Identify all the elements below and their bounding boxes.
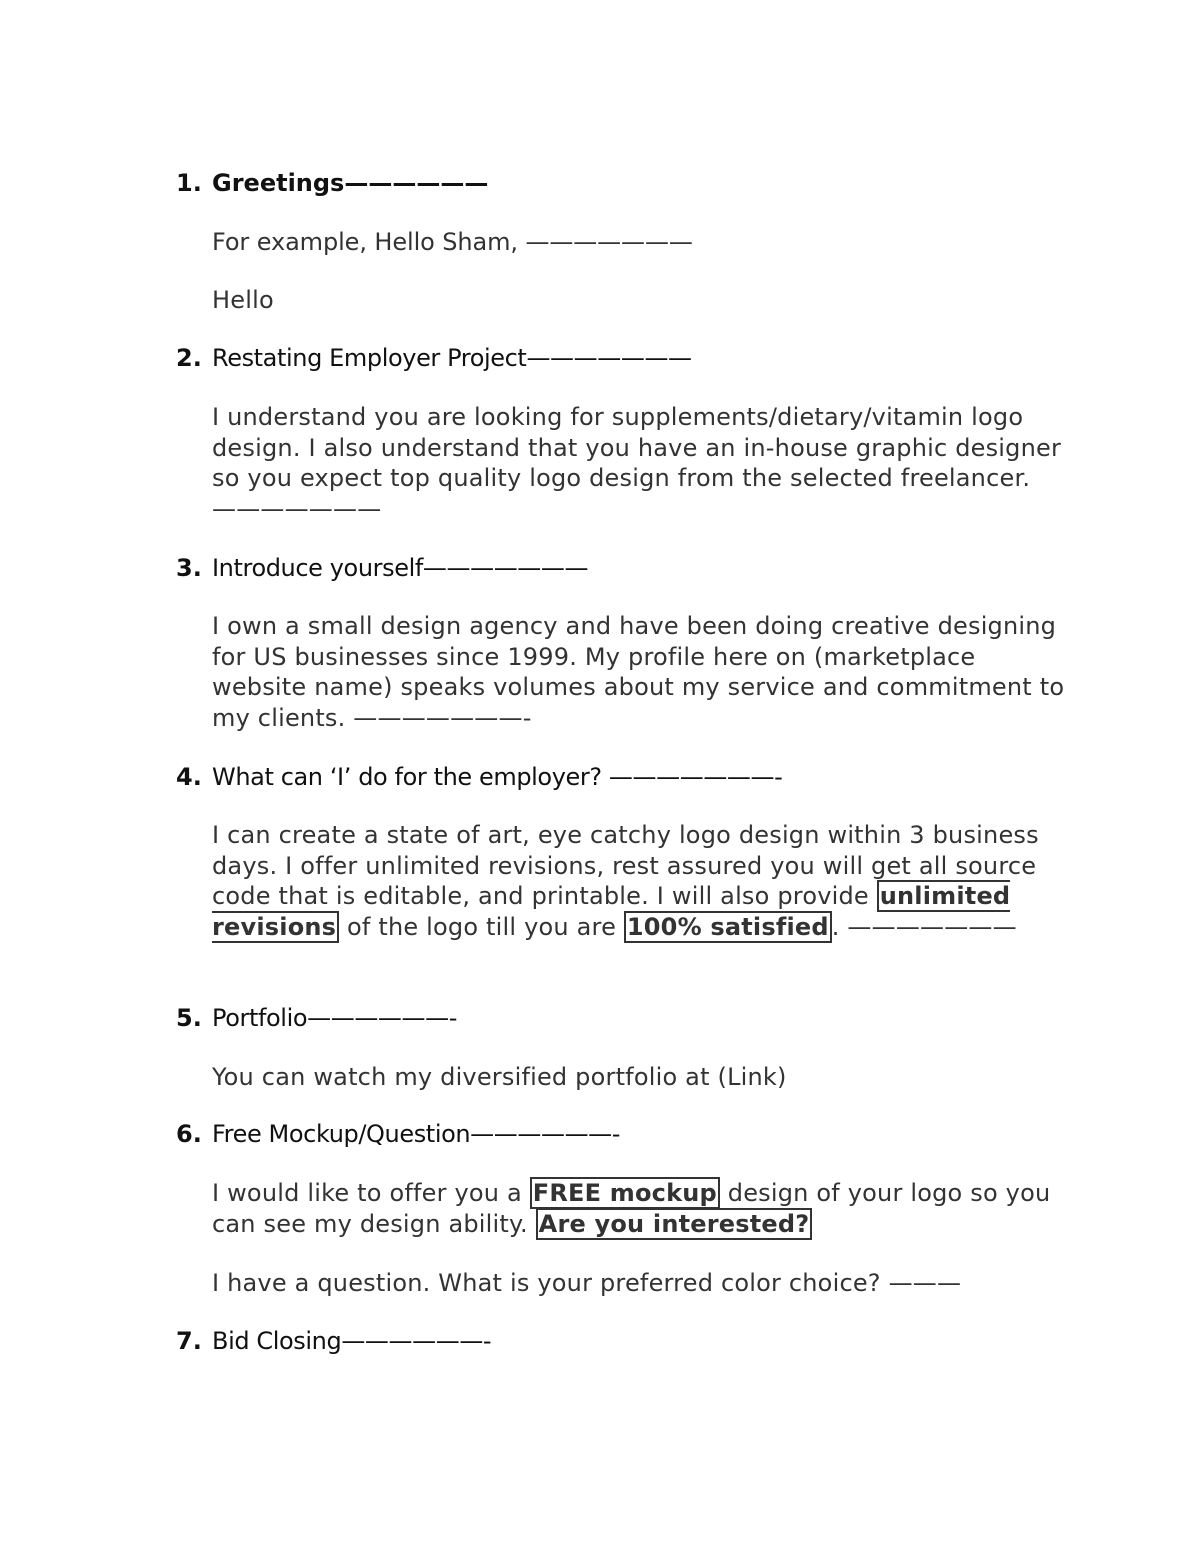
section-heading: What can ‘I’ do for the employer? ———————- bbox=[212, 763, 783, 791]
section-heading: Bid Closing——————- bbox=[212, 1327, 492, 1355]
section-paragraph: Hello bbox=[212, 286, 274, 314]
paragraph-text: of the logo till you are bbox=[339, 912, 624, 941]
list-number: 6. bbox=[176, 1120, 202, 1148]
list-number: 7. bbox=[176, 1327, 202, 1355]
section-heading: Introduce yourself——————— bbox=[212, 554, 589, 582]
section-paragraph bbox=[212, 820, 1072, 942]
section-paragraph: I understand you are looking for supplements/dietary/vitamin logo design. I also understand that you have an in-house graphic designer so you expect top quality logo design from the selected freelancer. ——————— bbox=[212, 403, 1062, 523]
highlight-100-satisfied: 100% satisfied bbox=[624, 911, 832, 943]
section-heading: Portfolio——————- bbox=[212, 1004, 457, 1032]
list-number: 3. bbox=[176, 554, 202, 582]
section-paragraph: I have a question. What is your preferred color choice? ——— bbox=[212, 1269, 962, 1297]
section-paragraph: For example, Hello Sham, ——————— bbox=[212, 228, 693, 256]
section-heading: Restating Employer Project——————— bbox=[212, 344, 692, 372]
section-paragraph: I own a small design agency and have been doing creative designing for US businesses since 1999. My profile here on (marketplace website name) speaks volumes about my service and commitment to my clients. ———————- bbox=[212, 612, 1065, 732]
list-number: 1. bbox=[176, 169, 202, 197]
list-number: 5. bbox=[176, 1004, 202, 1032]
list-number: 2. bbox=[176, 344, 202, 372]
paragraph-text: . ——————— bbox=[831, 912, 1017, 941]
section-heading: Greetings—————— bbox=[212, 169, 489, 197]
section-paragraph: You can watch my diversified portfolio at (Link) bbox=[212, 1063, 787, 1091]
paragraph-text: I can create a state of art, eye catchy logo design within 3 business days. I offer unlimited revisions, rest assured you will get all source code that is editable, and printable. I will also provide bbox=[212, 821, 1039, 910]
section-paragraph bbox=[212, 1178, 1082, 1239]
paragraph-text: design of your logo so you can see my design ability. bbox=[212, 1179, 1051, 1238]
paragraph-text: I would like to offer you a bbox=[212, 1179, 530, 1207]
highlight-free-mockup: FREE mockup bbox=[530, 1177, 720, 1209]
highlight-unlimited-revisions: unlimited revisions bbox=[212, 882, 1011, 941]
highlight-are-you-interested: Are you interested? bbox=[536, 1208, 813, 1240]
list-number: 4. bbox=[176, 763, 202, 791]
section-heading: Free Mockup/Question——————- bbox=[212, 1120, 621, 1148]
